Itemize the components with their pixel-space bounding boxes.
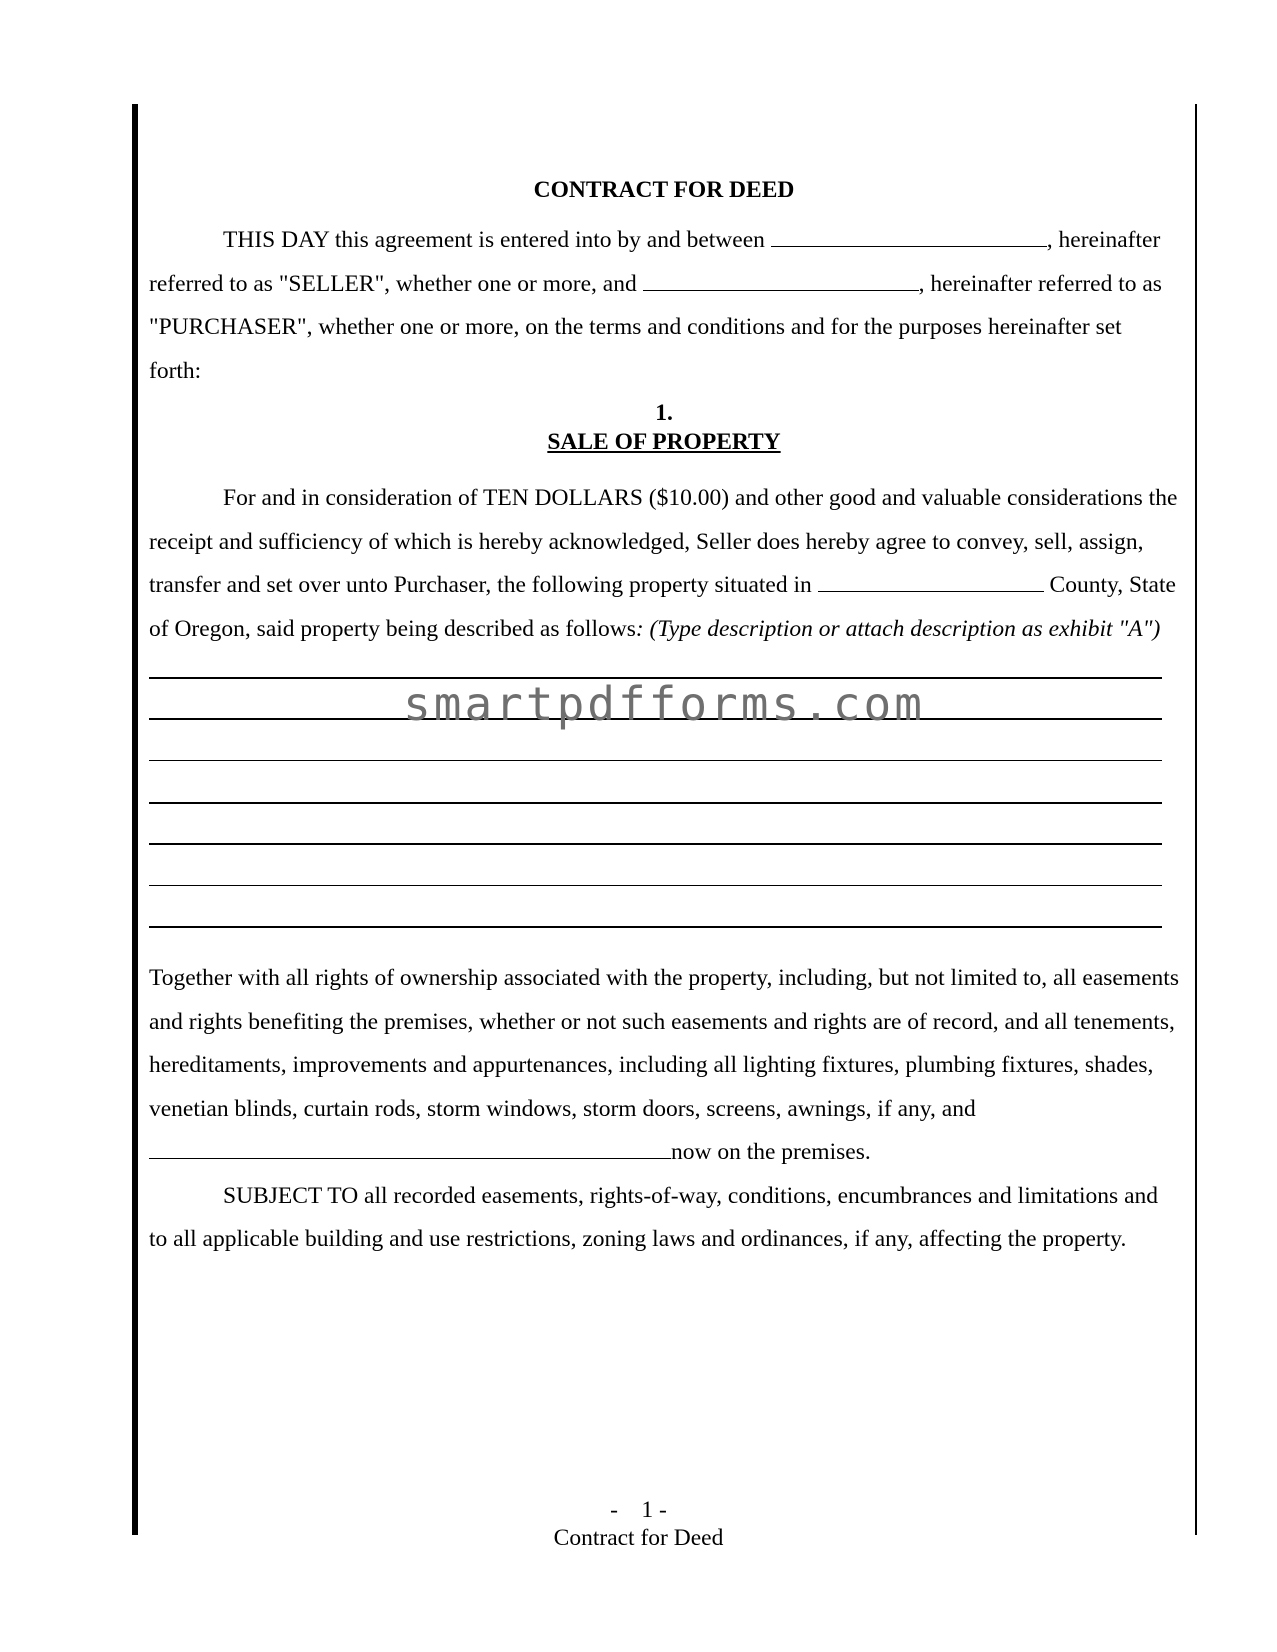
intro-text-3: hereinafter referred to as "SELLER", whether one or more, and — [149, 227, 1161, 297]
intro-text-4: , hereinafter referred to as "PURCHASER", whether one or more, on the terms and conditions and for the purposes hereinafter set forth: — [149, 270, 1162, 384]
page-footer — [0, 1496, 1277, 1552]
rights-text-1: Together with all rights of ownership associated with the property, including, but not limited to, all easements and rights benefiting the premises, whether or not such easements and rights are of record, and all tenements, hereditaments, improvements and appurtenances, including all lighting fixtures, plumbing fixtures, shades, venetian blinds, curtain rods, storm windows, storm doors, screens, awnings, if any, and — [149, 965, 1179, 1122]
rights-paragraph — [149, 957, 1179, 1175]
section-title: SALE OF PROPERTY — [547, 429, 781, 455]
page-number: - 1 - — [610, 1497, 667, 1523]
county-blank[interactable] — [818, 569, 1044, 592]
watermark: smartpdfforms.com — [403, 677, 925, 731]
description-line[interactable] — [149, 885, 1162, 886]
consideration-text-1: For and in consideration of TEN DOLLARS ($10.00) and other good and valuable considerations the receipt and sufficiency of which is hereby acknowledged, Seller does hereby agree to convey, sell, assign, transfer and set over unto Purchaser, the following property situated in — [149, 485, 1178, 598]
consideration-paragraph — [149, 477, 1179, 651]
property-description-lines — [149, 667, 1179, 957]
additional-items-blank[interactable] — [149, 1136, 671, 1159]
description-line[interactable] — [149, 843, 1162, 845]
seller-name-blank[interactable] — [771, 224, 1047, 247]
description-line[interactable] — [149, 926, 1162, 928]
subject-to-paragraph: SUBJECT TO all recorded easements, rights-of-way, conditions, encumbrances and limitations and to all applicable building and use restrictions, zoning laws and ordinances, if any, affecting the property. — [149, 1182, 1159, 1252]
footer-document-name: Contract for Deed — [553, 1525, 724, 1551]
description-line[interactable] — [149, 760, 1162, 761]
intro-paragraph — [149, 219, 1179, 393]
intro-text-2: , — [1046, 227, 1053, 253]
document-body — [149, 175, 1179, 1262]
rights-text-2: now on the premises. — [671, 1139, 871, 1165]
intro-text-1: THIS DAY this agreement is entered into by and between — [223, 227, 765, 253]
document-title: CONTRACT FOR DEED — [533, 177, 795, 203]
purchaser-name-blank[interactable] — [643, 268, 919, 291]
section-number: 1. — [655, 400, 673, 426]
right-margin-rule — [1195, 104, 1197, 1535]
left-margin-bar — [132, 104, 138, 1535]
section-1-heading — [149, 399, 1179, 457]
consideration-instruction: : (Type description or attach description as exhibit "A") — [635, 615, 1161, 642]
consideration-text-2: County, State of Oregon, said property being described as follows — [149, 572, 1176, 642]
description-line[interactable] — [149, 802, 1162, 804]
